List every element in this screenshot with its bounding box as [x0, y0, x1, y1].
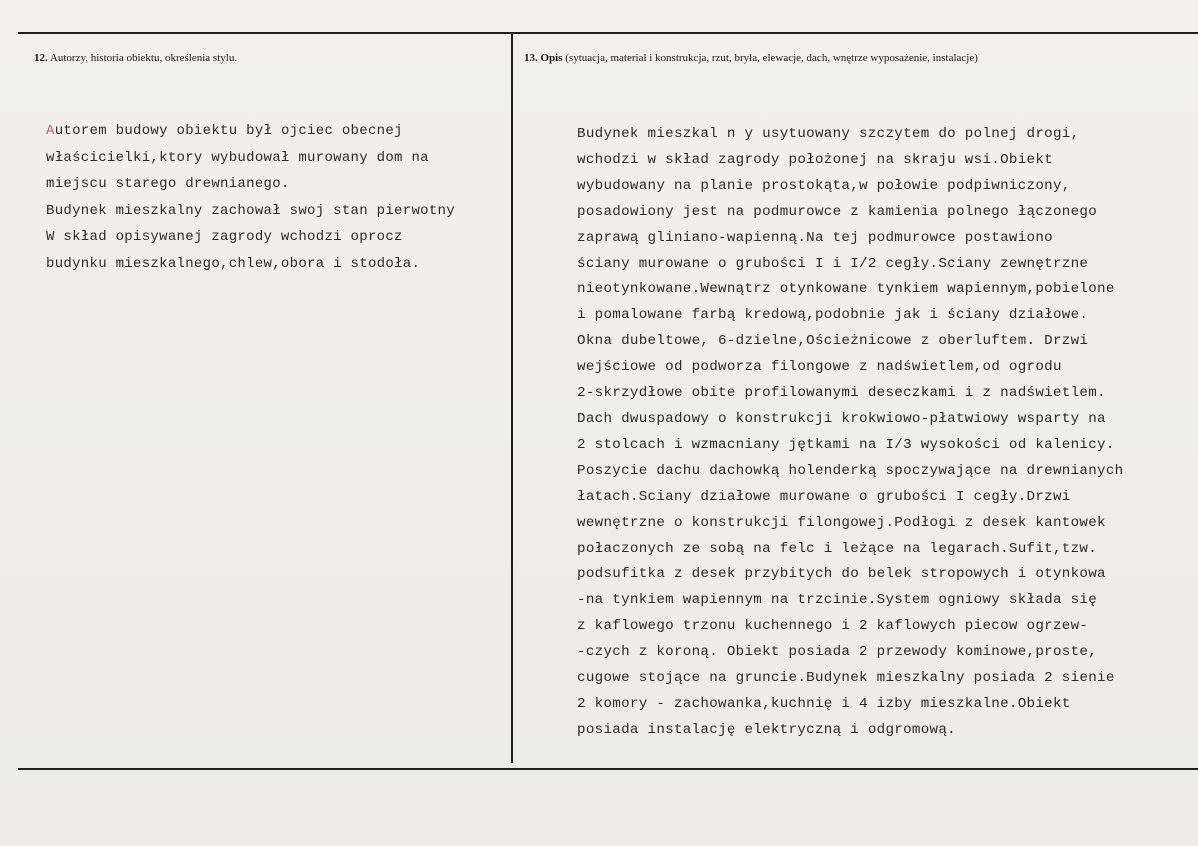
- typed-line: 2 komory - zachowanka,kuchnię i 4 izby mieszkalne.Obiekt: [577, 695, 1071, 712]
- column-divider: [511, 33, 513, 763]
- typed-line: W skład opisywanej zagrody wchodzi oprocz: [46, 229, 403, 245]
- typed-line: Budynek mieszkalny zachował swoj stan pierwotny: [46, 202, 455, 219]
- typed-line: cugowe stojące na gruncie.Budynek mieszkalny posiada 2 sienie: [577, 670, 1115, 687]
- section-13-title: (sytuacja, materiał i konstrukcja, rzut, bryła, elewacje, dach, wnętrze wyposażenie, instalacje): [565, 52, 978, 64]
- section-13-number: 13. Opis: [524, 52, 563, 64]
- typed-line: 2 stolcach i wzmacniany jętkami na I/3 wysokości od kalenicy.: [577, 436, 1115, 453]
- typed-line: budynku mieszkalnego,chlew,obora i stodoła.: [46, 255, 421, 272]
- typed-line: łatach.Sciany działowe murowane o grubości I cegły.Drzwi: [577, 488, 1071, 505]
- section-13-header: [524, 52, 978, 64]
- typed-line: Dach dwuspadowy o konstrukcji krokwiowo-płatwiowy wsparty na: [577, 410, 1106, 427]
- section-12-number: 12.: [34, 52, 48, 64]
- typed-line: 2-skrzydłowe obite profilowanymi deseczkami i z nadświetlem.: [577, 385, 1106, 402]
- typed-line: posiada instalację elektryczną i odgromową.: [577, 721, 956, 738]
- typed-line: [46, 118, 455, 145]
- section-12-header: [34, 52, 237, 64]
- typed-line: wchodzi w skład zagrody położonej na skraju wsi.Obiekt: [577, 151, 1053, 168]
- typed-line: wewnętrzne o konstrukcji filongowej.Podłogi z desek kantowek: [577, 514, 1106, 531]
- typed-line: właścicielki,ktory wybudował murowany dom na: [46, 149, 429, 166]
- top-rule: [18, 32, 1198, 34]
- typed-line: podsufitka z desek przybitych do belek stropowych i otynkowa: [577, 566, 1106, 583]
- typed-line-text: utorem budowy obiektu był ojciec obecnej: [54, 123, 403, 139]
- typed-line: z kaflowego trzonu kuchennego i 2 kaflowych piecow ogrzew-: [577, 618, 1089, 635]
- typed-line: ściany murowane o grubości I i I/2 cegły.Sciany zewnętrzne: [577, 255, 1089, 272]
- typed-line: nieotynkowane.Wewnątrz otynkowane tynkiem wapiennym,pobielone: [577, 281, 1115, 298]
- section-12-typed-text: [46, 118, 455, 277]
- section-12-title: Autorzy, historia obiektu, określenia stylu.: [49, 52, 238, 64]
- red-initial-letter: A: [46, 123, 55, 139]
- typed-line: Budynek mieszkal n y usytuowany szczytem do polnej drogi,: [577, 126, 1080, 142]
- typed-line: -na tynkiem wapiennym na trzcinie.System ogniowy składa się: [577, 592, 1098, 609]
- typed-line: miejscu starego drewnianego.: [46, 176, 290, 192]
- typed-line: posadowiony jest na podmurowce z kamienia polnego łączonego: [577, 203, 1098, 220]
- typed-line: -czych z koroną. Obiekt posiada 2 przewody kominowe,proste,: [577, 644, 1098, 661]
- typed-line: zaprawą gliniano-wapienną.Na tej podmurowce postawiono: [577, 229, 1053, 246]
- typed-line: wejściowe od podworza filongowe z nadświetlem,od ogrodu: [577, 359, 1062, 376]
- typed-line: Okna dubeltowe, 6-dzielne,Ościeżnicowe z oberluftem. Drzwi: [577, 333, 1089, 350]
- typed-line: i pomalowane farbą kredową,podobnie jak i ściany działowe.: [577, 307, 1089, 324]
- typed-line: połaczonych ze sobą na felc i leżące na legarach.Sufit,tzw.: [577, 540, 1098, 557]
- typed-line: wybudowany na planie prostokąta,w połowie podpiwniczony,: [577, 177, 1071, 194]
- bottom-rule: [18, 768, 1198, 770]
- section-13-typed-text: [577, 122, 1123, 744]
- typed-line: Poszycie dachu dachowką holenderką spoczywające na drewnianych: [577, 462, 1124, 479]
